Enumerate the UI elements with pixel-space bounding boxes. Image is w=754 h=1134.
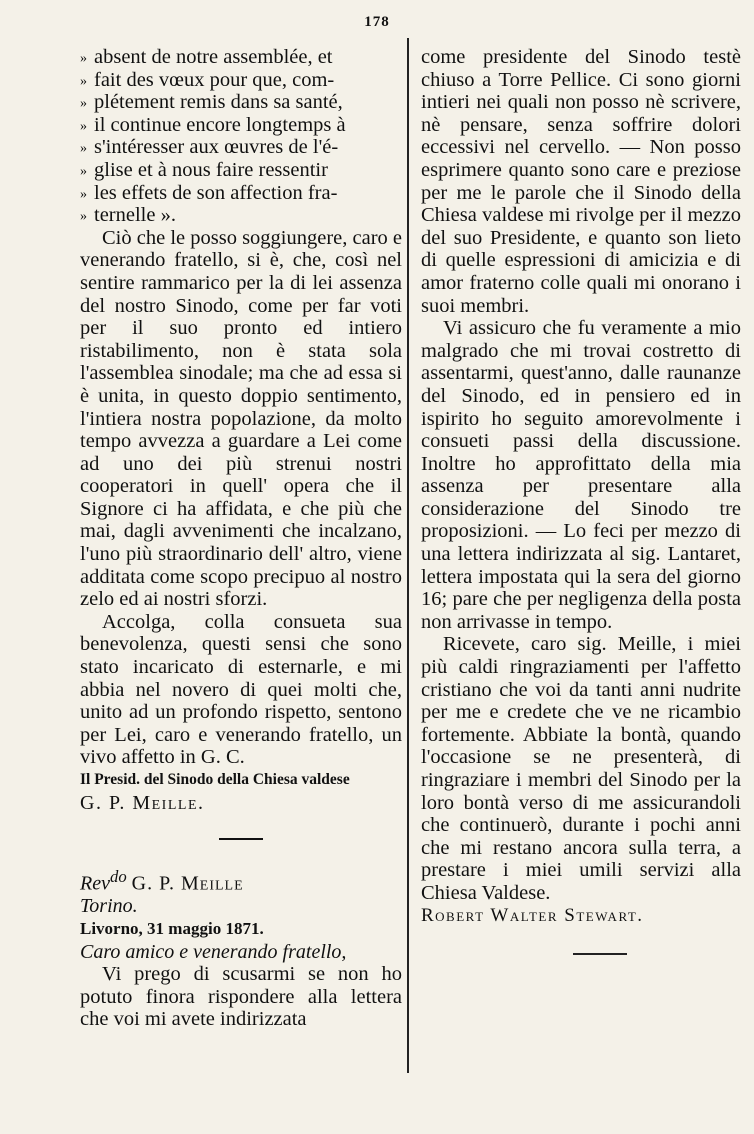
- quote-line: » il continue encore longtemps à: [80, 114, 402, 137]
- quote-line: » glise et à nous faire ressentir: [80, 159, 402, 182]
- quote-line: » plétement remis dans sa santé,: [80, 91, 402, 114]
- rev-abbrev-sup: do: [109, 867, 127, 887]
- end-rule: [573, 953, 627, 955]
- signature-name: G. P. Meille.: [80, 791, 205, 814]
- quote-line: » absent de notre assemblée, et: [80, 46, 402, 69]
- paragraph: come presidente del Sinodo testè chiuso a Torre Pellice. Ci sono giorni intieri nei quali non posso nè scrivere, nè pensare, senza soffrire dolori eccessivi nel cervello. — Non posso esprimere quanto sono care e preziose per me le parole che il Sinodo della Chiesa valdese mi rivolge per il mezzo del suo Presidente, e quanto son lieto di quelle espressioni di amicizia e di amor fraterno colle quali mi onorano i suoi membri.: [421, 46, 741, 317]
- dateline: Livorno, 31 maggio 1871.: [80, 919, 264, 939]
- section-rule: [219, 838, 263, 840]
- paragraph: Accolga, colla consueta sua benevolenza, questi sensi che sono stato incaricato di esternarle, e mi abbia nel novero di quei molti che, unito ad un profondo rispetto, sentono per Lei, caro e venerando fratello, un vivo affetto in G. C.: [80, 610, 402, 769]
- quote-line: » s'intéresser aux œuvres de l'é-: [80, 136, 402, 159]
- paragraph: Vi prego di scusarmi se non ho potuto finora rispondere alla lettera che voi mi avete indirizzata: [80, 963, 402, 1031]
- signature-name: Robert Walter Stewart.: [421, 904, 644, 926]
- quote-line: » ternelle ».: [80, 204, 402, 227]
- paragraph: Ciò che le posso soggiungere, caro e venerando fratello, si è, che, così nel sentire rammarico per la di lei assenza del nostro Sinodo, come per far voti per il suo pronto ed intiero ristabilimento, non è stata sola l'assemblea sinodale; ma che ad essa si è unita, in questo doppio sentimento, l'intiera nostra popolazione, da molto tempo avvezza a guardare a Lei come ad uno dei più strenui nostri cooperatori in quell' opera che il Signore ci ha affidata, e che più che mai, dagli avvenimenti che incalzano, l'uno più straordinario dell' altro, viene additata come scopo precipuo al nostro zelo ed ai nostri sforzi.: [80, 226, 403, 611]
- column-divider: [407, 38, 409, 1073]
- paragraph: Vi assicuro che fu veramente a mio malgrado che mi trovai costretto di assentarmi, quest'anno, dalle raunanze del Sinodo, ed in pensiero ed in ispirito ho seguito amorevolmente i consueti passi della discussione. Inoltre ho approfittato della mia assenza per presentare alla considerazione del Sinodo tre proposizioni. — Lo feci per mezzo di una lettera indirizzata al sig. Lantaret, lettera impostata qui la sera del giorno 16; pare che per negligenza della posta non arrivasse in tempo.: [421, 317, 741, 633]
- page-number: 178: [364, 14, 390, 30]
- rev-abbrev: Rev: [80, 872, 110, 895]
- addressee-name: G. P. Meille: [131, 872, 244, 895]
- paragraph: Ricevete, caro sig. Meille, i miei più caldi ringraziamenti per l'affetto cristiano che voi da tanti anni nudrite per me e credete che ve ne ricambio fortemente. Abbiate la bontà, quando l'occasione se ne presenterà, di ringraziare i membri del Sinodo per la loro bontà verso di me assicurandoli che continuerò, durante i pochi anni che mi restano ancora sulla terra, a prestare i miei umili servizi alla Chiesa Valdese.: [421, 633, 741, 904]
- left-column: [80, 46, 402, 1031]
- signature-title: Il Presid. del Sinodo della Chiesa valdese: [80, 771, 350, 788]
- right-column: [421, 46, 741, 955]
- addressee-line: [80, 866, 402, 895]
- destination-city: Torino.: [80, 895, 138, 918]
- quote-line: » les effets de son affection fra-: [80, 182, 402, 205]
- quoted-french-text: [80, 46, 402, 227]
- quote-line: » fait des vœux pour que, com-: [80, 69, 402, 92]
- salutation: Caro amico e venerando fratello,: [80, 940, 347, 963]
